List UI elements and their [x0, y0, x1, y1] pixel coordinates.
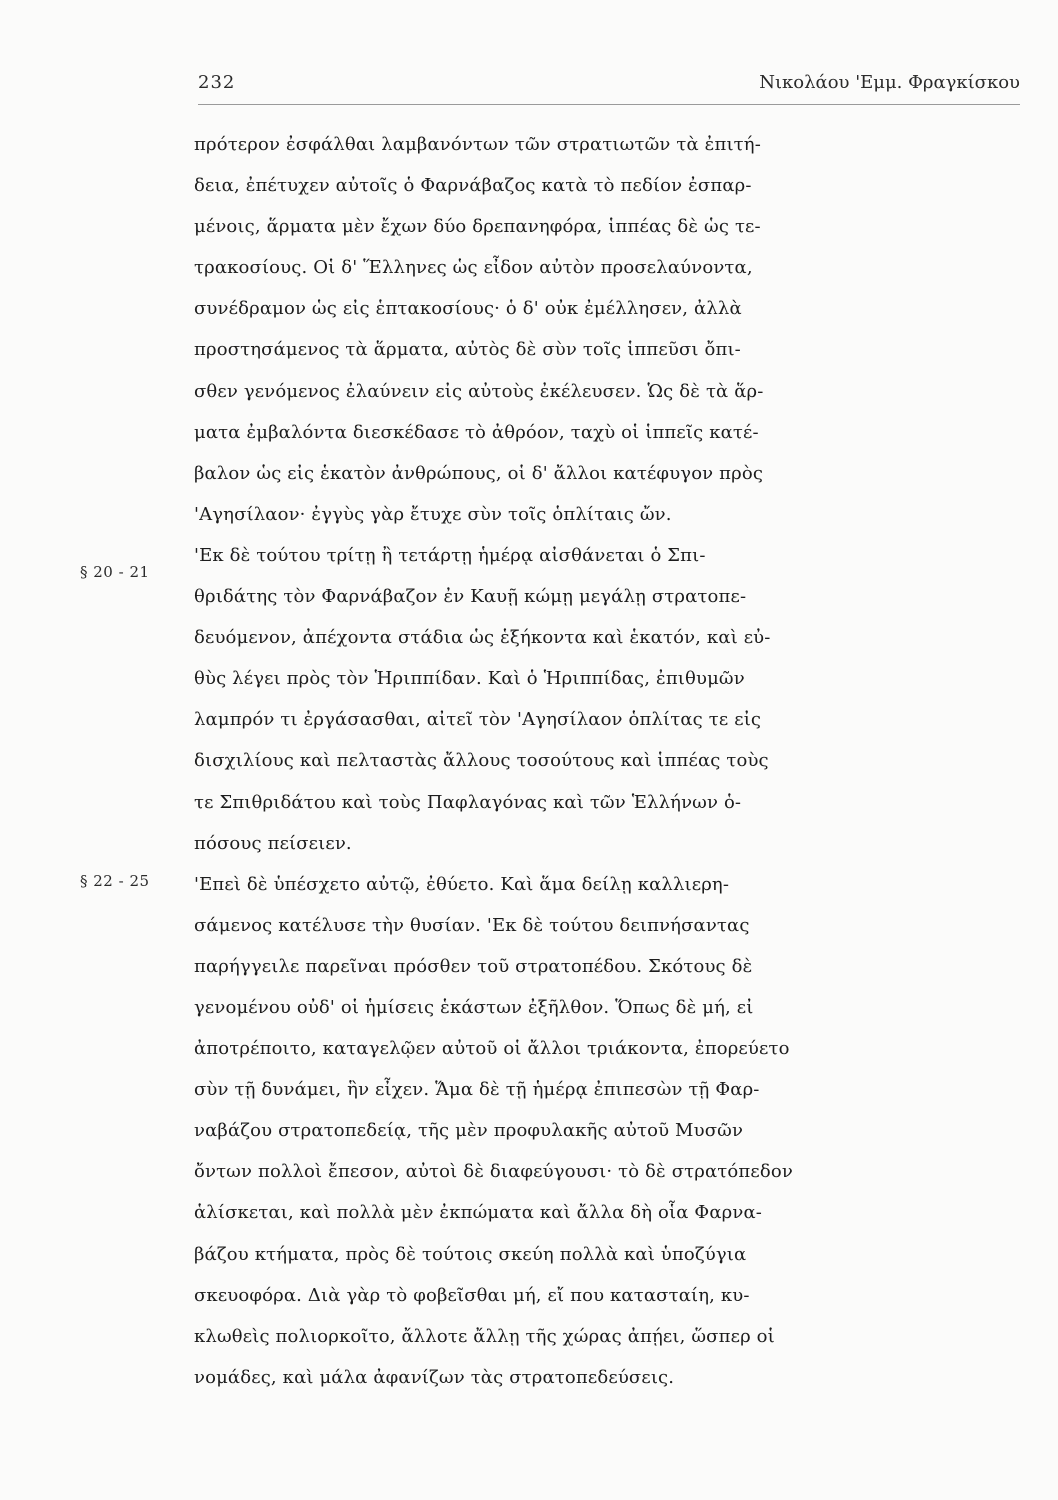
header-rule: [198, 104, 1020, 105]
text-line: βάζου κτήματα, πρὸς δὲ τούτοις σκεύη πολλὰ καὶ ὑποζύγια: [194, 1243, 747, 1265]
text-line: νομάδες, καὶ μάλα ἀφανίζων τὰς στρατοπεδεύσεις.: [194, 1366, 675, 1388]
text-line: δισχιλίους καὶ πελταστὰς ἄλλους τοσούτους καὶ ἱππέας τοὺς: [194, 750, 769, 772]
text-line: 'Εκ δὲ τούτου τρίτῃ ἢ τετάρτῃ ἡμέρᾳ αἰσθάνεται ὁ Σπι-: [194, 544, 706, 566]
text-line: σὺν τῇ δυνάμει, ἣν εἶχεν. Ἅμα δὲ τῇ ἡμέρᾳ ἐπιπεσὼν τῇ Φαρ-: [194, 1079, 760, 1101]
text-line: σθεν γενόμενος ἐλαύνειν εἰς αὐτοὺς ἐκέλευσεν. Ὡς δὲ τὰ ἅρ-: [194, 380, 764, 402]
text-line: σάμενος κατέλυσε τὴν θυσίαν. 'Εκ δὲ τούτου δειπνήσαντας: [194, 914, 750, 936]
text-line: ὄντων πολλοὶ ἔπεσον, αὐτοὶ δὲ διαφεύγουσι· τὸ δὲ στρατόπεδον: [194, 1161, 793, 1183]
text-line: ἁλίσκεται, καὶ πολλὰ μὲν ἐκπώματα καὶ ἄλλα δὴ οἷα Φαρνα-: [194, 1202, 762, 1224]
text-line: ἀποτρέποιτο, καταγελῷεν αὐτοῦ οἱ ἄλλοι τριάκοντα, ἐπορεύετο: [194, 1038, 790, 1060]
text-line: πόσους πείσειεν.: [194, 832, 352, 854]
margin-note-section-20-21: § 20 - 21: [80, 563, 150, 581]
page-header: [198, 72, 1020, 102]
margin-note-section-22-25: § 22 - 25: [80, 872, 150, 890]
page-number: 232: [198, 72, 236, 93]
text-line: προστησάμενος τὰ ἅρματα, αὐτὸς δὲ σὺν τοῖς ἱππεῦσι ὄπι-: [194, 339, 741, 361]
text-line: παρήγγειλε παρεῖναι πρόσθεν τοῦ στρατοπέδου. Σκότους δὲ: [194, 955, 753, 977]
text-line: τε Σπιθριδάτου καὶ τοὺς Παφλαγόνας καὶ τῶν Ἑλλήνων ὁ-: [194, 791, 742, 813]
text-line: συνέδραμον ὡς εἰς ἑπτακοσίους· ὁ δ' οὐκ ἐμέλλησεν, ἀλλὰ: [194, 298, 742, 320]
text-line: 'Αγησίλαον· ἐγγὺς γὰρ ἔτυχε σὺν τοῖς ὁπλίταις ὤν.: [194, 503, 672, 525]
text-line: λαμπρόν τι ἐργάσασθαι, αἰτεῖ τὸν 'Αγησίλαον ὁπλίτας τε εἰς: [194, 709, 762, 731]
text-line: θριδάτης τὸν Φαρνάβαζον ἐν Καυῇ κώμῃ μεγάλῃ στρατοπε-: [194, 586, 747, 608]
text-line: δεια, ἐπέτυχεν αὐτοῖς ὁ Φαρνάβαζος κατὰ τὸ πεδίον ἐσπαρ-: [194, 175, 752, 197]
text-line: κλωθεὶς πολιορκοῖτο, ἄλλοτε ἄλλῃ τῆς χώρας ἀπῄει, ὥσπερ οἱ: [194, 1325, 775, 1347]
text-line: 'Επεὶ δὲ ὑπέσχετο αὐτῷ, ἐθύετο. Καὶ ἅμα δείλῃ καλλιερη-: [194, 873, 730, 895]
text-line: σκευοφόρα. Διὰ γὰρ τὸ φοβεῖσθαι μή, εἴ που κατασταίη, κυ-: [194, 1284, 750, 1306]
text-line: θὺς λέγει πρὸς τὸν Ἡριππίδαν. Καὶ ὁ Ἡριππίδας, ἐπιθυμῶν: [194, 668, 745, 690]
body-text: [194, 124, 1024, 1398]
text-line: ματα ἐμβαλόντα διεσκέδασε τὸ ἀθρόον, ταχὺ οἱ ἱππεῖς κατέ-: [194, 421, 759, 443]
running-head: Νικολάου 'Εμμ. Φραγκίσκου: [759, 72, 1020, 93]
text-line: δευόμενον, ἀπέχοντα στάδια ὡς ἑξήκοντα καὶ ἑκατόν, καὶ εὐ-: [194, 627, 771, 649]
text-line: βαλον ὡς εἰς ἑκατὸν ἀνθρώπους, οἱ δ' ἄλλοι κατέφυγον πρὸς: [194, 462, 764, 484]
text-line: ναβάζου στρατοπεδείᾳ, τῆς μὲν προφυλακῆς αὐτοῦ Μυσῶν: [194, 1120, 744, 1142]
text-line: πρότερον ἐσφάλθαι λαμβανόντων τῶν στρατιωτῶν τὰ ἐπιτή-: [194, 134, 761, 155]
text-line: γενομένου οὐδ' οἱ ἡμίσεις ἑκάστων ἐξῆλθον. Ὅπως δὲ μή, εἰ: [194, 996, 754, 1018]
text-line: τρακοσίους. Οἱ δ' Ἕλληνες ὡς εἶδον αὐτὸν προσελαύνοντα,: [194, 257, 753, 279]
text-line: μένοις, ἅρματα μὲν ἔχων δύο δρεπανηφόρα, ἱππέας δὲ ὡς τε-: [194, 216, 761, 238]
